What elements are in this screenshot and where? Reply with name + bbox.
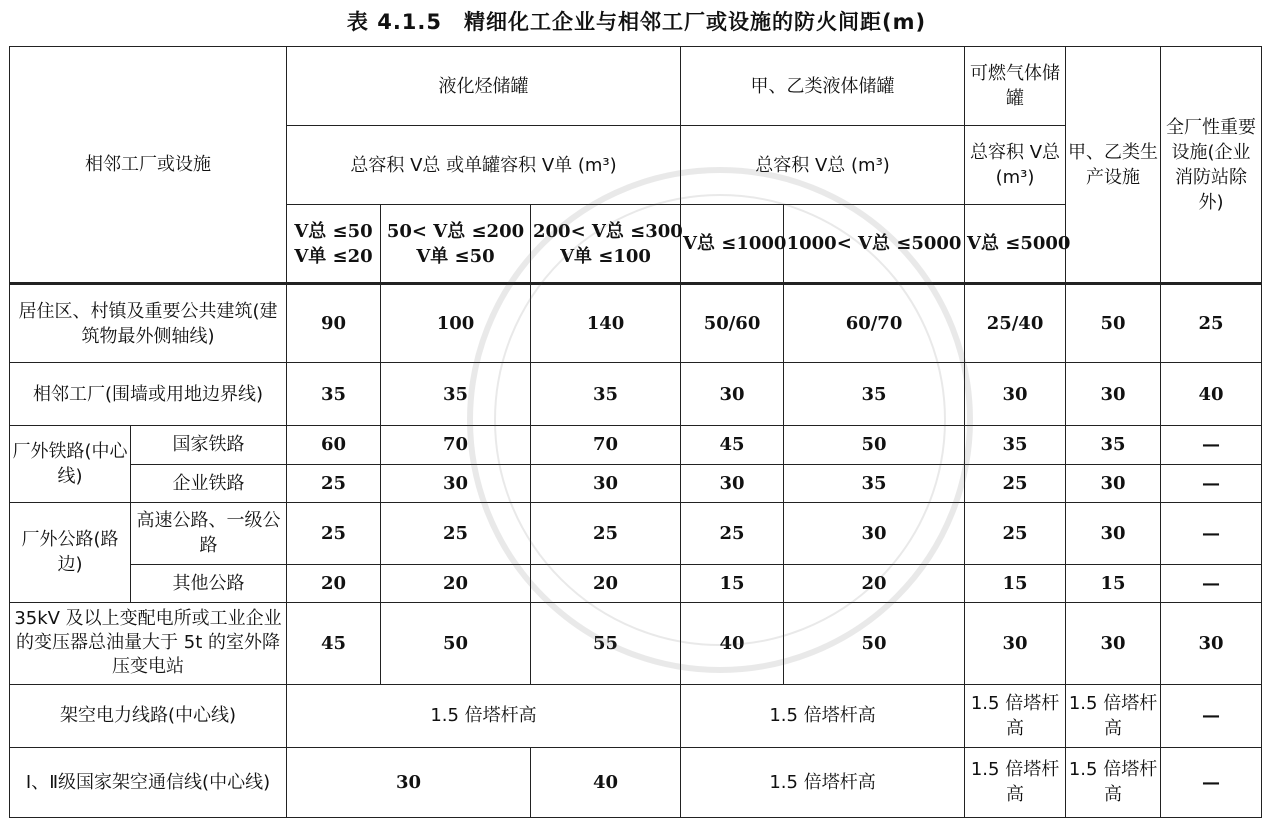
table-cell: 50 bbox=[784, 602, 965, 684]
table-cell: 30 bbox=[681, 363, 784, 426]
table-cell: 25 bbox=[965, 464, 1066, 502]
table-row bbox=[10, 502, 1262, 564]
table-cell: 100 bbox=[381, 284, 531, 363]
table-cell: 25 bbox=[287, 464, 381, 502]
table-cell: 35 bbox=[531, 363, 681, 426]
cond-text: V总 ≤50 bbox=[294, 220, 373, 242]
table-cell: 1.5 倍塔杆高 bbox=[1066, 684, 1161, 747]
cond-text: V单 ≤20 bbox=[294, 245, 373, 267]
table-cell: 50/60 bbox=[681, 284, 784, 363]
table-cell: 50 bbox=[381, 602, 531, 684]
row-label-enterprise-railway: 企业铁路 bbox=[131, 464, 287, 502]
header-gas-volume: 总容积 V总 (m³) bbox=[965, 126, 1066, 205]
table-cell: 30 bbox=[381, 464, 531, 502]
cond-liquid-2: 1000< V总 ≤5000 bbox=[784, 205, 965, 284]
header-facility: 相邻工厂或设施 bbox=[10, 47, 287, 284]
cond-text: V单 ≤100 bbox=[560, 245, 651, 267]
table-cell: 1.5 倍塔杆高 bbox=[287, 684, 681, 747]
table-cell: 30 bbox=[784, 502, 965, 564]
table-cell: 35 bbox=[381, 363, 531, 426]
table-cell: 55 bbox=[531, 602, 681, 684]
row-label-adjacent-factory: 相邻工厂(围墙或用地边界线) bbox=[10, 363, 287, 426]
table-cell: 40 bbox=[681, 602, 784, 684]
table-cell: 25 bbox=[1161, 284, 1262, 363]
cond-lpg-3 bbox=[531, 205, 681, 284]
table-cell: 70 bbox=[531, 426, 681, 464]
cond-lpg-2 bbox=[381, 205, 531, 284]
table-cell: 1.5 倍塔杆高 bbox=[965, 684, 1066, 747]
table-cell: 25/40 bbox=[965, 284, 1066, 363]
row-label-highway: 高速公路、一级公路 bbox=[131, 502, 287, 564]
table-cell: 1.5 倍塔杆高 bbox=[965, 747, 1066, 817]
table-cell: — bbox=[1161, 747, 1262, 817]
table-cell: 90 bbox=[287, 284, 381, 363]
table-row bbox=[10, 747, 1262, 817]
table-cell: 30 bbox=[1066, 464, 1161, 502]
table-cell: 50 bbox=[1066, 284, 1161, 363]
header-liquid-tank: 甲、乙类液体储罐 bbox=[681, 47, 965, 126]
header-lpg-volume: 总容积 V总 或单罐容积 V单 (m³) bbox=[287, 126, 681, 205]
table-cell: 30 bbox=[1066, 502, 1161, 564]
table-cell: 45 bbox=[681, 426, 784, 464]
table-title: 表 4.1.5 精细化工企业与相邻工厂或设施的防火间距(m) bbox=[346, 10, 927, 34]
table-cell: — bbox=[1161, 564, 1262, 602]
table-cell: 30 bbox=[965, 363, 1066, 426]
table-cell: 45 bbox=[287, 602, 381, 684]
table-cell: 20 bbox=[381, 564, 531, 602]
table-cell: 30 bbox=[531, 464, 681, 502]
table-cell: 20 bbox=[531, 564, 681, 602]
table-cell: 60 bbox=[287, 426, 381, 464]
table-cell: — bbox=[1161, 426, 1262, 464]
table-cell: 15 bbox=[1066, 564, 1161, 602]
table-cell: 1.5 倍塔杆高 bbox=[681, 747, 965, 817]
table-cell: — bbox=[1161, 684, 1262, 747]
table-cell: 1.5 倍塔杆高 bbox=[681, 684, 965, 747]
cond-text: 200< V总 ≤300 bbox=[533, 220, 683, 242]
table-cell: 30 bbox=[287, 747, 531, 817]
table-cell: 1.5 倍塔杆高 bbox=[1066, 747, 1161, 817]
header-gas-tank: 可燃气体储罐 bbox=[965, 47, 1066, 126]
table-cell: 30 bbox=[965, 602, 1066, 684]
table-cell: 15 bbox=[681, 564, 784, 602]
table-cell: 40 bbox=[1161, 363, 1262, 426]
cond-lpg-1 bbox=[287, 205, 381, 284]
header-lpg-tank: 液化烃储罐 bbox=[287, 47, 681, 126]
row-label-power-line: 架空电力线路(中心线) bbox=[10, 684, 287, 747]
table-cell: 20 bbox=[784, 564, 965, 602]
table-row bbox=[10, 602, 1262, 684]
cond-text: V单 ≤50 bbox=[416, 245, 495, 267]
table-cell: 35 bbox=[287, 363, 381, 426]
table-cell: 50 bbox=[784, 426, 965, 464]
table-cell: 30 bbox=[1066, 602, 1161, 684]
table-row bbox=[10, 684, 1262, 747]
table-cell: 40 bbox=[531, 747, 681, 817]
table-cell: 20 bbox=[287, 564, 381, 602]
table-cell: 25 bbox=[381, 502, 531, 564]
table-row bbox=[10, 564, 1262, 602]
table-cell: 35 bbox=[784, 464, 965, 502]
table-row bbox=[10, 464, 1262, 502]
table-cell: 35 bbox=[965, 426, 1066, 464]
table-cell: 25 bbox=[287, 502, 381, 564]
header-important-facility: 全厂性重要设施(企业消防站除外) bbox=[1161, 47, 1262, 284]
table-cell: 25 bbox=[965, 502, 1066, 564]
table-cell: — bbox=[1161, 502, 1262, 564]
table-cell: 25 bbox=[531, 502, 681, 564]
header-liquid-volume: 总容积 V总 (m³) bbox=[681, 126, 965, 205]
table-cell: 70 bbox=[381, 426, 531, 464]
row-label-telecom-line: Ⅰ、Ⅱ级国家架空通信线(中心线) bbox=[10, 747, 287, 817]
fire-distance-table bbox=[9, 46, 1262, 818]
table-cell: — bbox=[1161, 464, 1262, 502]
table-cell: 30 bbox=[1066, 363, 1161, 426]
row-label-other-road: 其他公路 bbox=[131, 564, 287, 602]
row-group-road: 厂外公路(路边) bbox=[10, 502, 131, 602]
row-label-residential: 居住区、村镇及重要公共建筑(建筑物最外侧轴线) bbox=[10, 284, 287, 363]
table-cell: 25 bbox=[681, 502, 784, 564]
table-cell: 140 bbox=[531, 284, 681, 363]
row-label-national-railway: 国家铁路 bbox=[131, 426, 287, 464]
table-cell: 30 bbox=[1161, 602, 1262, 684]
row-label-substation: 35kV 及以上变配电所或工业企业的变压器总油量大于 5t 的室外降压变电站 bbox=[10, 602, 287, 684]
row-group-railway: 厂外铁路(中心线) bbox=[10, 426, 131, 502]
table-cell: 30 bbox=[681, 464, 784, 502]
table-row bbox=[10, 363, 1262, 426]
cond-liquid-1: V总 ≤1000 bbox=[681, 205, 784, 284]
table-cell: 35 bbox=[784, 363, 965, 426]
header-production-facility: 甲、乙类生产设施 bbox=[1066, 47, 1161, 284]
table-cell: 15 bbox=[965, 564, 1066, 602]
table-row bbox=[10, 284, 1262, 363]
cond-text: 50< V总 ≤200 bbox=[386, 220, 525, 242]
table-cell: 60/70 bbox=[784, 284, 965, 363]
table-cell: 35 bbox=[1066, 426, 1161, 464]
cond-gas-1: V总 ≤5000 bbox=[965, 205, 1066, 284]
table-row bbox=[10, 426, 1262, 464]
